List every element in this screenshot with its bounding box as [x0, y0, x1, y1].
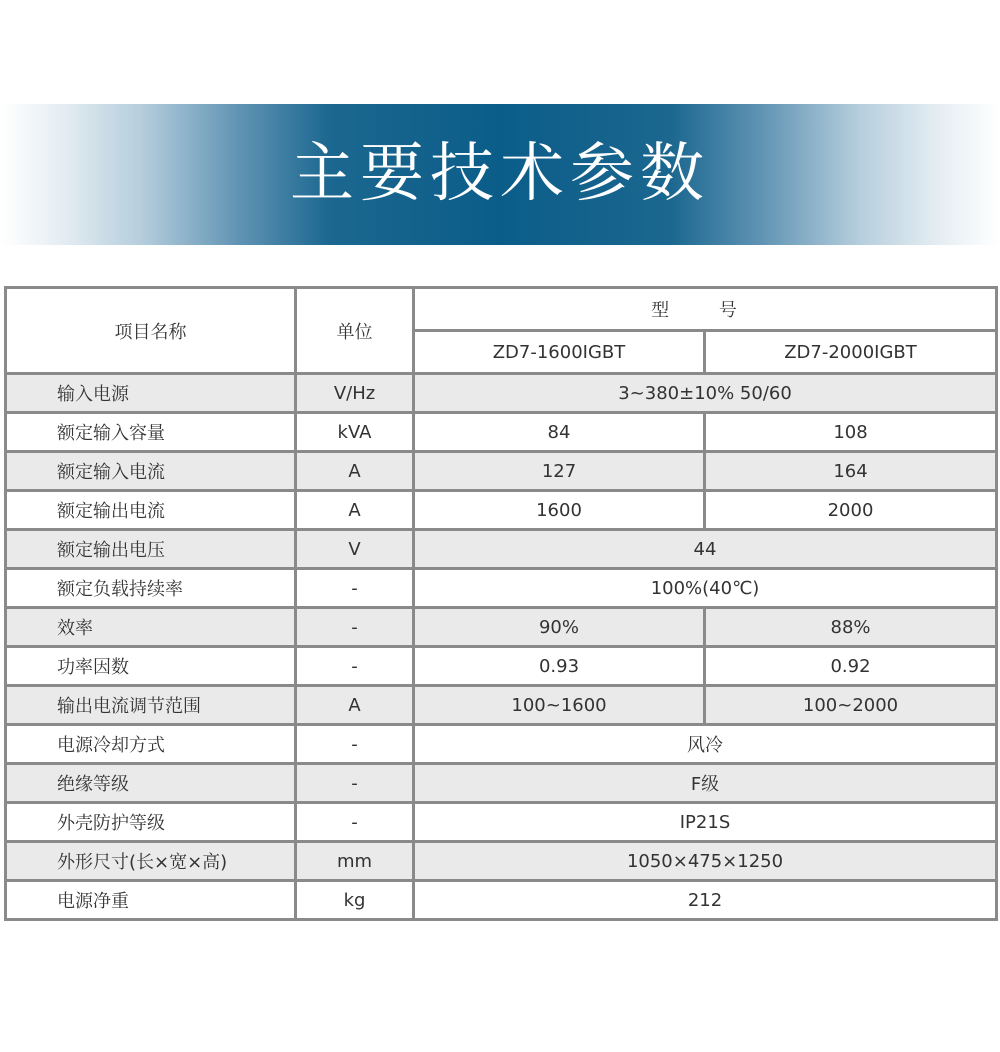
row-unit: mm	[296, 842, 414, 881]
table-row	[6, 530, 997, 569]
row-value-1600: 1600	[414, 491, 705, 530]
title-banner	[0, 104, 1000, 245]
row-value-2000: 100~2000	[705, 686, 997, 725]
table-row	[6, 608, 997, 647]
model-header: 型 号	[414, 288, 997, 331]
row-value-1600: 100~1600	[414, 686, 705, 725]
row-name: 额定负载持续率	[6, 569, 296, 608]
row-unit: kg	[296, 881, 414, 920]
row-unit: -	[296, 764, 414, 803]
table-row	[6, 452, 997, 491]
row-name: 外形尺寸(长×宽×高)	[6, 842, 296, 881]
row-name: 输出电流调节范围	[6, 686, 296, 725]
table-row	[6, 803, 997, 842]
row-value: IP21S	[414, 803, 997, 842]
row-value-1600: 90%	[414, 608, 705, 647]
row-value-1600: 0.93	[414, 647, 705, 686]
row-unit: -	[296, 725, 414, 764]
row-unit: -	[296, 608, 414, 647]
row-name: 输入电源	[6, 374, 296, 413]
table-row	[6, 881, 997, 920]
row-unit: -	[296, 647, 414, 686]
row-value: 1050×475×1250	[414, 842, 997, 881]
table-row	[6, 647, 997, 686]
row-value: F级	[414, 764, 997, 803]
row-value: 100%(40℃)	[414, 569, 997, 608]
row-value: 风冷	[414, 725, 997, 764]
row-unit: V/Hz	[296, 374, 414, 413]
spec-table	[4, 286, 998, 921]
table-row	[6, 686, 997, 725]
unit-header: 单位	[296, 288, 414, 374]
table-row	[6, 569, 997, 608]
row-value-2000: 88%	[705, 608, 997, 647]
table-row	[6, 764, 997, 803]
row-name: 额定输入电流	[6, 452, 296, 491]
row-value-1600: 127	[414, 452, 705, 491]
row-unit: -	[296, 803, 414, 842]
row-name: 额定输出电流	[6, 491, 296, 530]
page-title: 主要技术参数	[290, 137, 710, 211]
row-value-2000: 164	[705, 452, 997, 491]
row-unit: A	[296, 686, 414, 725]
row-unit: A	[296, 452, 414, 491]
row-value: 44	[414, 530, 997, 569]
table-header-row	[6, 288, 997, 331]
row-value-1600: 84	[414, 413, 705, 452]
table-row	[6, 491, 997, 530]
model-1600-header: ZD7-1600IGBT	[414, 331, 705, 374]
item-name-header: 项目名称	[6, 288, 296, 374]
row-name: 电源净重	[6, 881, 296, 920]
table-row	[6, 725, 997, 764]
row-unit: A	[296, 491, 414, 530]
row-name: 额定输出电压	[6, 530, 296, 569]
row-unit: kVA	[296, 413, 414, 452]
row-name: 效率	[6, 608, 296, 647]
row-value: 212	[414, 881, 997, 920]
row-value: 3~380±10% 50/60	[414, 374, 997, 413]
row-value-2000: 0.92	[705, 647, 997, 686]
model-2000-header: ZD7-2000IGBT	[705, 331, 997, 374]
row-name: 电源冷却方式	[6, 725, 296, 764]
row-name: 功率因数	[6, 647, 296, 686]
row-name: 外壳防护等级	[6, 803, 296, 842]
row-value-2000: 2000	[705, 491, 997, 530]
table-row	[6, 842, 997, 881]
row-unit: V	[296, 530, 414, 569]
row-name: 绝缘等级	[6, 764, 296, 803]
row-unit: -	[296, 569, 414, 608]
row-value-2000: 108	[705, 413, 997, 452]
table-row	[6, 413, 997, 452]
table-row	[6, 374, 997, 413]
row-name: 额定输入容量	[6, 413, 296, 452]
